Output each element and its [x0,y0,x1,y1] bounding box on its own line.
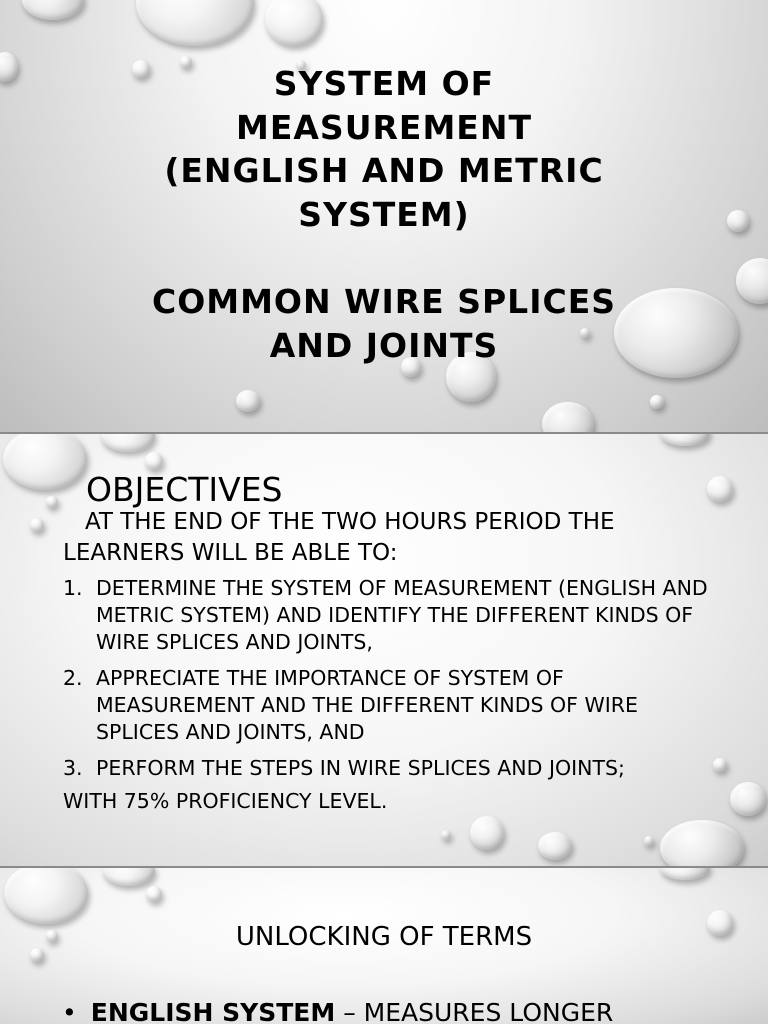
water-droplet [3,434,87,490]
title-line: MEASUREMENT [236,107,532,147]
objectives-heading: OBJECTIVES [86,470,283,509]
list-item-text: PERFORM THE STEPS IN WIRE SPLICES AND JOINTS; [96,756,625,780]
water-droplet [0,52,18,82]
water-droplet [736,258,768,304]
water-droplet [22,0,84,20]
title-line: SYSTEM OF [273,64,495,103]
water-droplet [101,434,155,452]
list-number: 3. [63,756,83,780]
bullet: • [62,998,77,1024]
list-item-text: DETERMINE THE SYSTEM OF MEASUREMENT (ENGLISH AND METRIC SYSTEM) AND IDENTIFY THE DIFFERENT KINDS OF WIRE SPLICES AND JOINTS, [96,576,708,654]
objectives-footer: WITH 75% PROFICIENCY LEVEL. [63,789,388,813]
list-item [63,665,713,746]
title-line: SYSTEM) [298,194,470,234]
water-droplet [660,820,744,866]
water-droplet [441,830,451,840]
term-definition-text: – MEASURES LONGER [335,998,614,1024]
water-droplet [727,210,749,232]
list-item-text: APPRECIATE THE IMPORTANCE OF SYSTEM OF MEASUREMENT AND THE DIFFERENT KINDS OF WIRE SPLICES AND JOINTS, AND [96,666,638,744]
water-droplet [713,758,727,772]
water-droplet [4,868,88,924]
water-droplet [146,886,162,902]
water-droplet [236,390,260,412]
water-droplet [46,496,58,508]
title-line: (ENGLISH AND METRIC [164,151,604,190]
objectives-list [63,575,713,791]
list-number: 1. [63,576,83,600]
water-droplet [145,452,163,470]
water-droplet [103,868,155,886]
water-droplet [644,836,654,846]
subtitle-line: AND JOINTS [269,325,499,365]
water-droplet [650,395,664,409]
water-droplet [730,782,766,816]
water-droplet [136,0,254,46]
water-droplet [707,476,733,502]
title [84,62,684,367]
unlocking-heading: UNLOCKING OF TERMS [235,922,533,952]
list-item [63,755,713,782]
water-droplet [265,0,323,46]
term-definition [62,998,613,1024]
term-name: ENGLISH SYSTEM [90,998,336,1024]
slide-title [0,0,768,432]
water-droplet [542,402,594,432]
objectives-intro: AT THE END OF THE TWO HOURS PERIOD THE LEARNERS WILL BE ABLE TO: [63,509,615,566]
slide-objectives [0,434,768,866]
slide-unlocking-terms [0,868,768,1024]
list-item [63,575,713,656]
water-droplet [30,518,44,532]
subtitle-line: COMMON WIRE SPLICES [151,282,617,321]
water-droplet [660,434,710,446]
list-number: 2. [63,666,83,690]
water-droplet [538,832,572,860]
water-droplet [660,868,710,880]
water-droplet [470,816,504,850]
